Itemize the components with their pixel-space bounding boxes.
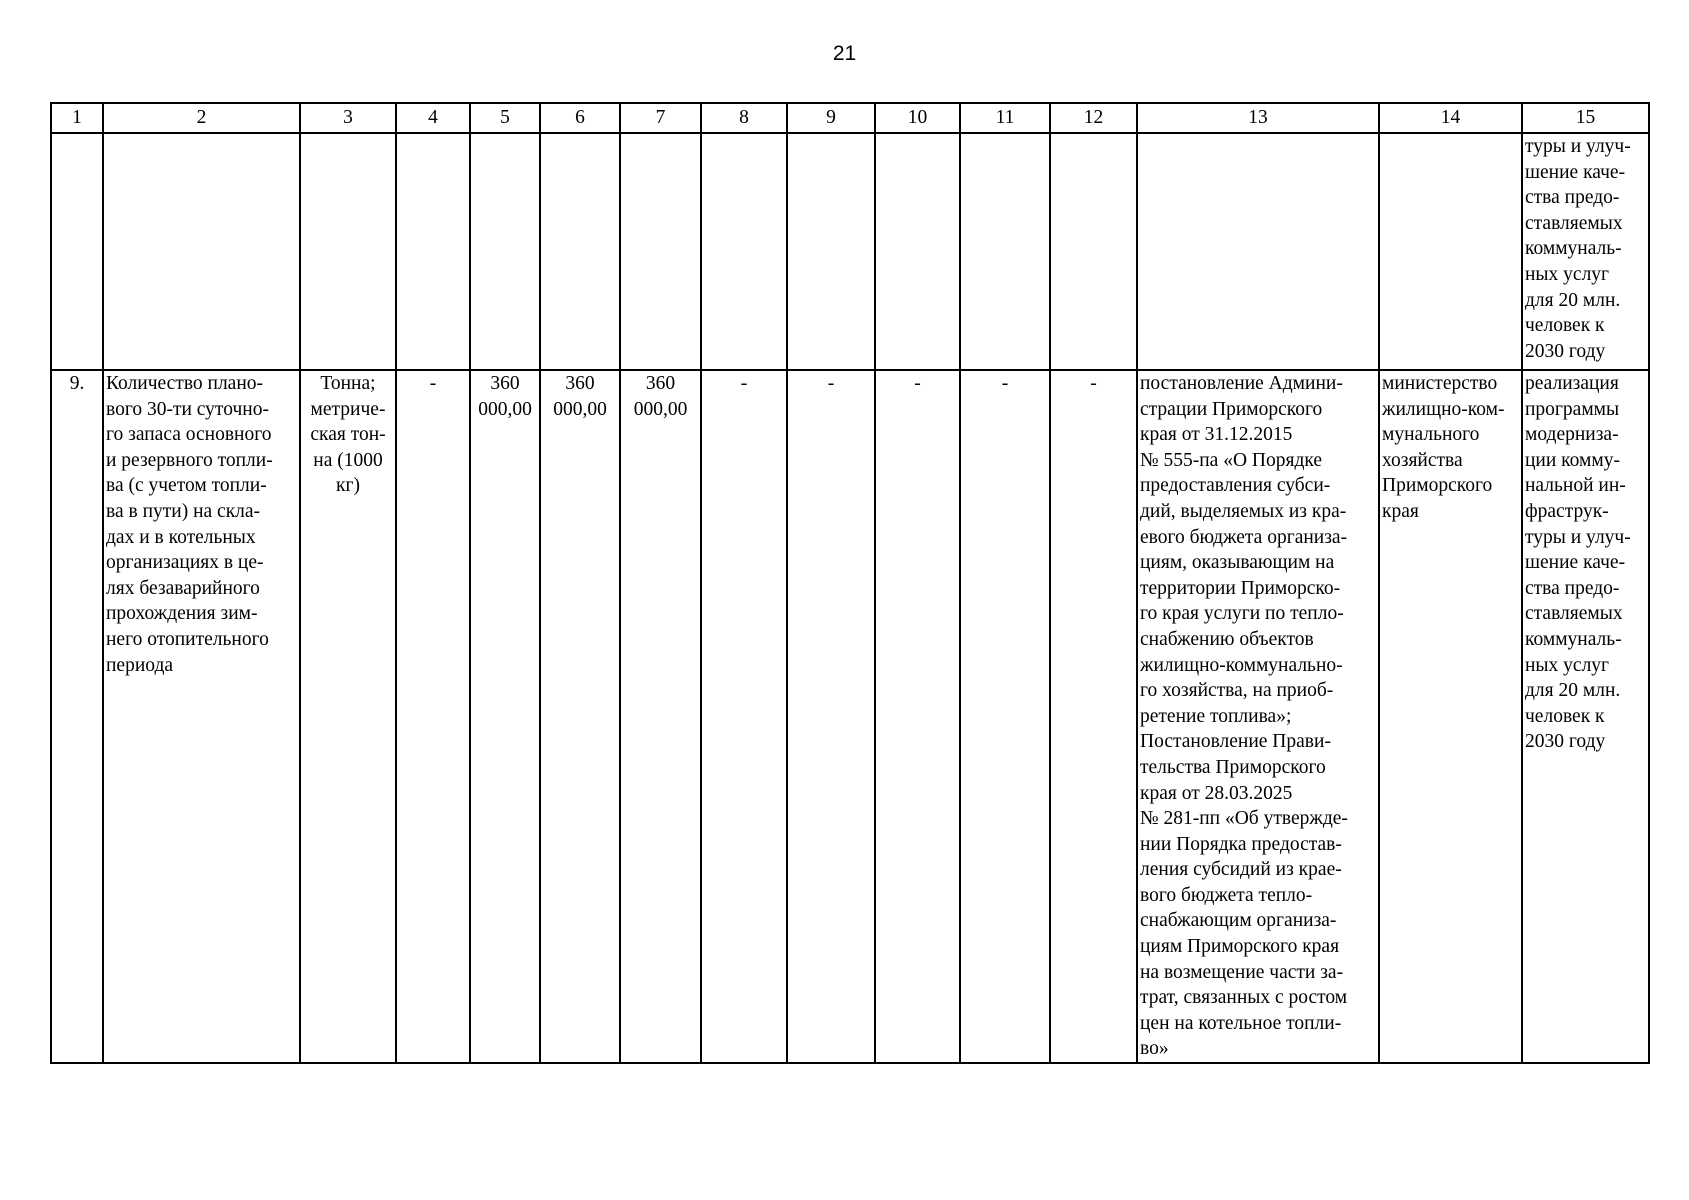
header-cell: 10 — [875, 103, 960, 133]
unit-of-measure: Тонна; метриче- ская тон- на (1000 кг) — [300, 370, 396, 1063]
empty-cell — [960, 133, 1050, 370]
indicators-table — [50, 102, 1650, 1064]
value-col6: 360 000,00 — [540, 370, 620, 1063]
row-number: 9. — [51, 370, 103, 1063]
header-cell: 7 — [620, 103, 701, 133]
value-col7: 360 000,00 — [620, 370, 701, 1063]
responsible-body: министерство жилищно-ком- мунального хозяйства Приморского края — [1379, 370, 1522, 1063]
empty-cell — [300, 133, 396, 370]
header-row — [51, 103, 1649, 133]
header-cell: 9 — [787, 103, 875, 133]
empty-cell — [875, 133, 960, 370]
empty-cell — [701, 133, 787, 370]
value-col11: - — [960, 370, 1050, 1063]
header-cell: 8 — [701, 103, 787, 133]
expected-result-continuation: туры и улуч- шение каче- ства предо- ставляемых коммуналь- ных услуг для 20 млн. человек к 2030 году — [1522, 133, 1649, 370]
empty-cell — [540, 133, 620, 370]
header-cell: 13 — [1137, 103, 1379, 133]
header-cell: 4 — [396, 103, 470, 133]
value-col4: - — [396, 370, 470, 1063]
indicator-name: Количество плано- вого 30-ти суточно- го запаса основного и резервного топли- ва (с учетом топли- ва в пути) на скла- дах и в котельных организациях в це- лях безаварийного прохождения зим- него отопительного периода — [103, 370, 300, 1063]
legal-basis: постановление Админи- страции Приморского края от 31.12.2015 № 555-па «О Порядке предоставления субси- дий, выделяемых из кра- евого бюджета организа- циям, оказывающим на территории Приморско- го края услуги по тепло- снабжению объектов жилищно-коммунально- го хозяйства, на приоб- ретение топлива»; Постановление Прави- тельства Приморского края от 28.03.2025 № 281-пп «Об утвержде- нии Порядка предостав- ления субсидий из крае- вого бюджета тепло- снабжающим организа- циям Приморского края на возмещение части за- трат, связанных с ростом цен на котельное топли- во» — [1137, 370, 1379, 1063]
header-cell: 1 — [51, 103, 103, 133]
page-number: 21 — [832, 42, 857, 65]
header-cell: 5 — [470, 103, 540, 133]
value-col10: - — [875, 370, 960, 1063]
empty-cell — [1137, 133, 1379, 370]
empty-cell — [787, 133, 875, 370]
empty-cell — [103, 133, 300, 370]
empty-cell — [470, 133, 540, 370]
empty-cell — [1050, 133, 1137, 370]
value-col9: - — [787, 370, 875, 1063]
header-cell: 6 — [540, 103, 620, 133]
empty-cell — [51, 133, 103, 370]
empty-cell — [1379, 133, 1522, 370]
value-col5: 360 000,00 — [470, 370, 540, 1063]
expected-result: реализация программы модерниза- ции комму- нальной ин- фраструк- туры и улуч- шение каче- ства предо- ставляемых коммуналь- ных услуг для 20 млн. человек к 2030 году — [1522, 370, 1649, 1063]
empty-cell — [396, 133, 470, 370]
value-col12: - — [1050, 370, 1137, 1063]
empty-cell — [620, 133, 701, 370]
header-cell: 15 — [1522, 103, 1649, 133]
value-col8: - — [701, 370, 787, 1063]
table-row — [51, 370, 1649, 1063]
header-cell: 2 — [103, 103, 300, 133]
continuation-row — [51, 133, 1649, 370]
header-cell: 3 — [300, 103, 396, 133]
header-cell: 11 — [960, 103, 1050, 133]
header-cell: 12 — [1050, 103, 1137, 133]
header-cell: 14 — [1379, 103, 1522, 133]
